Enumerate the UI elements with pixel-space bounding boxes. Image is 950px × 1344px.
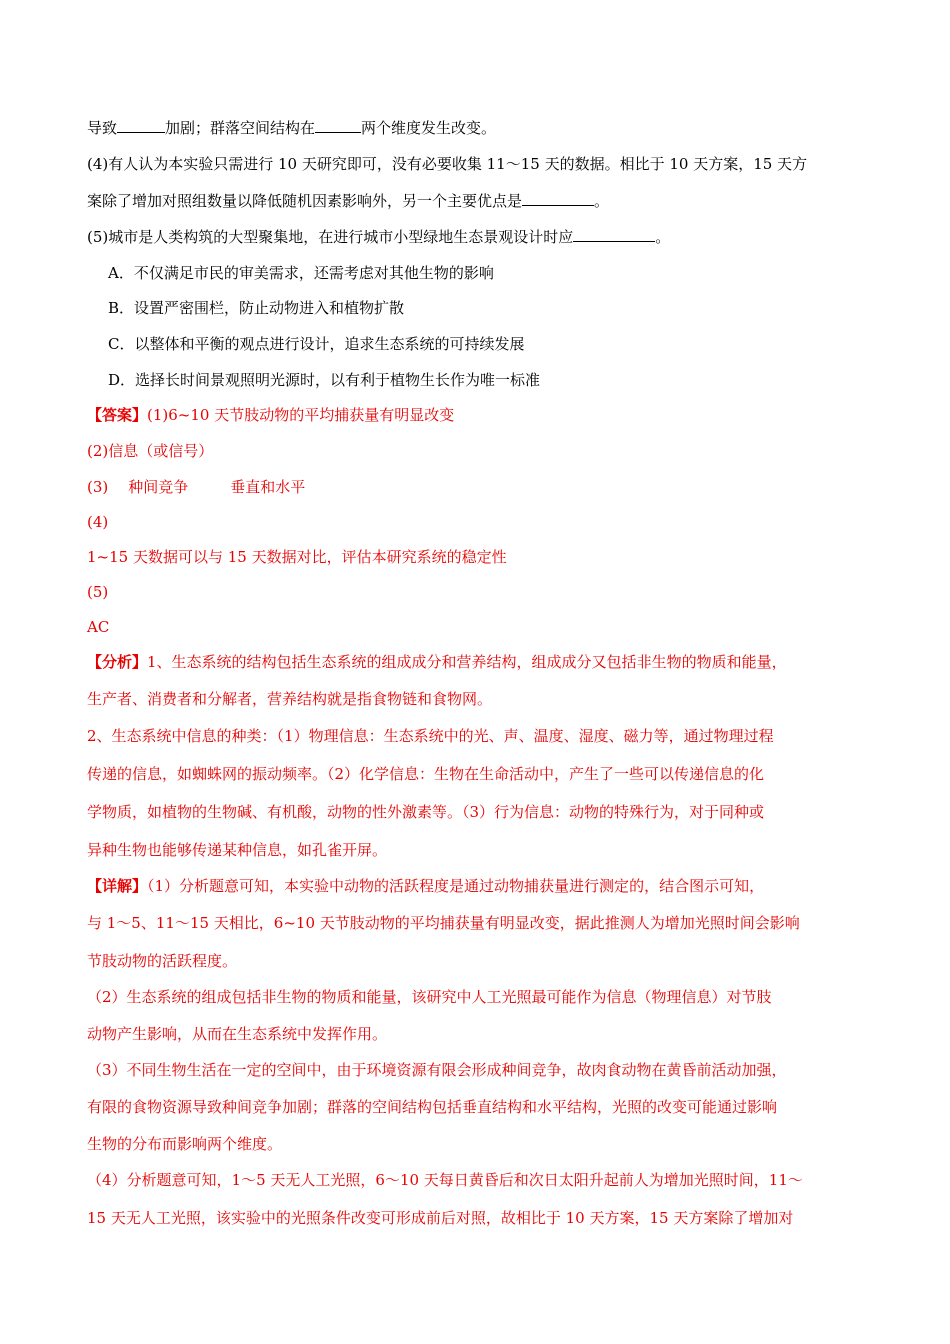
- analysis-tag: 【分析】: [87, 653, 148, 671]
- question-text: 案除了增加对照组数量以降低随机因素影响外，另一个主要优点是: [87, 192, 523, 210]
- question-3-continuation: [87, 118, 496, 138]
- question-text: 导致: [87, 119, 118, 137]
- detail-line-9: （4）分析题意可知，1～5 天无人工光照，6～10 天每日黄昏后和次日太阳升起前人为增加光照时间，11～: [87, 1171, 803, 1189]
- answer-text: 垂直和水平: [230, 478, 306, 496]
- answer-text: 种间竞争: [128, 478, 189, 496]
- option-b: B．设置严密围栏，防止动物进入和植物扩散: [108, 299, 405, 317]
- question-4-line-2: [87, 191, 609, 211]
- detail-line-1: [87, 876, 764, 896]
- analysis-line-4: 传递的信息，如蜘蛛网的振动频率。（2）化学信息：生物在生命活动中，产生了一些可以传递信息的化: [87, 765, 765, 783]
- question-text: 加剧；群落空间结构在: [165, 119, 316, 137]
- question-5-stem: [87, 227, 670, 247]
- option-d: D．选择长时间景观照明光源时，以有利于植物生长作为唯一标准: [108, 371, 541, 389]
- detail-tag: 【详解】: [87, 877, 148, 895]
- answer-text: (1)6~10 天节肢动物的平均捕获量有明显改变: [147, 406, 455, 424]
- detail-line-3: 节肢动物的活跃程度。: [87, 952, 238, 970]
- option-c: C．以整体和平衡的观点进行设计，追求生态系统的可持续发展: [108, 335, 525, 353]
- analysis-text: 1、生态系统的结构包括生态系统的组成成分和营养结构，组成成分又包括非生物的物质和能量，: [147, 653, 787, 671]
- question-text: 两个维度发生改变。: [361, 119, 497, 137]
- answer-5-text: AC: [87, 618, 110, 636]
- detail-line-6: （3）不同生物生活在一定的空间中，由于环境资源有限会形成种间竞争，故肉食动物在黄昏前活动加强，: [87, 1061, 787, 1079]
- detail-line-7: 有限的食物资源导致种间竞争加剧；群落的空间结构包括垂直结构和水平结构，光照的改变可能通过影响: [87, 1098, 778, 1116]
- answer-2: (2)信息（或信号）: [87, 442, 214, 460]
- answer-4-text: 1~15 天数据可以与 15 天数据对比，评估本研究系统的稳定性: [87, 548, 507, 566]
- answer-tag: 【答案】: [87, 406, 148, 424]
- question-text: 。: [594, 192, 610, 210]
- detail-line-2: 与 1～5、11～15 天相比，6~10 天节肢动物的平均捕获量有明显改变，据此推测人为增加光照时间会影响: [87, 914, 800, 932]
- analysis-line-2: 生产者、消费者和分解者，营养结构就是指食物链和食物网。: [87, 690, 493, 708]
- detail-line-5: 动物产生影响，从而在生态系统中发挥作用。: [87, 1025, 388, 1043]
- answer-blank: [315, 118, 361, 133]
- analysis-line-6: 异种生物也能够传递某种信息，如孔雀开屏。: [87, 841, 388, 859]
- option-a: A．不仅满足市民的审美需求，还需考虑对其他生物的影响: [108, 264, 494, 282]
- question-text: (5)城市是人类构筑的大型聚集地，在进行城市小型绿地生态景观设计时应: [87, 228, 574, 246]
- question-text: 。: [655, 228, 671, 246]
- answer-3: [87, 477, 305, 497]
- answer-5-number: (5): [87, 583, 109, 601]
- answer-4-number: (4): [87, 513, 109, 531]
- answer-blank: [573, 227, 655, 242]
- analysis-line-1: [87, 652, 787, 672]
- analysis-line-3: 2、生态系统中信息的种类：（1）物理信息：生态系统中的光、声、温度、湿度、磁力等，通过物理过程: [87, 727, 774, 745]
- detail-line-10: 15 天无人工光照，该实验中的光照条件改变可形成前后对照，故相比于 10 天方案，15 天方案除了增加对: [87, 1209, 794, 1227]
- detail-line-4: （2）生态系统的组成包括非生物的物质和能量，该研究中人工光照最可能作为信息（物理信息）对节肢: [87, 988, 772, 1006]
- analysis-line-5: 学物质，如植物的生物碱、有机酸，动物的性外激素等。（3）行为信息：动物的特殊行为，对于同种或: [87, 803, 765, 821]
- detail-line-8: 生物的分布而影响两个维度。: [87, 1135, 283, 1153]
- answer-number: (3): [87, 478, 109, 496]
- detail-text: （1）分析题意可知，本实验中动物的活跃程度是通过动物捕获量进行测定的，结合图示可知，: [147, 877, 765, 895]
- answer-blank: [522, 191, 594, 206]
- answer-1: [87, 405, 454, 425]
- question-4-line-1: (4)有人认为本实验只需进行 10 天研究即可，没有必要收集 11～15 天的数据。相比于 10 天方案，15 天方: [87, 155, 808, 173]
- answer-blank: [117, 118, 165, 133]
